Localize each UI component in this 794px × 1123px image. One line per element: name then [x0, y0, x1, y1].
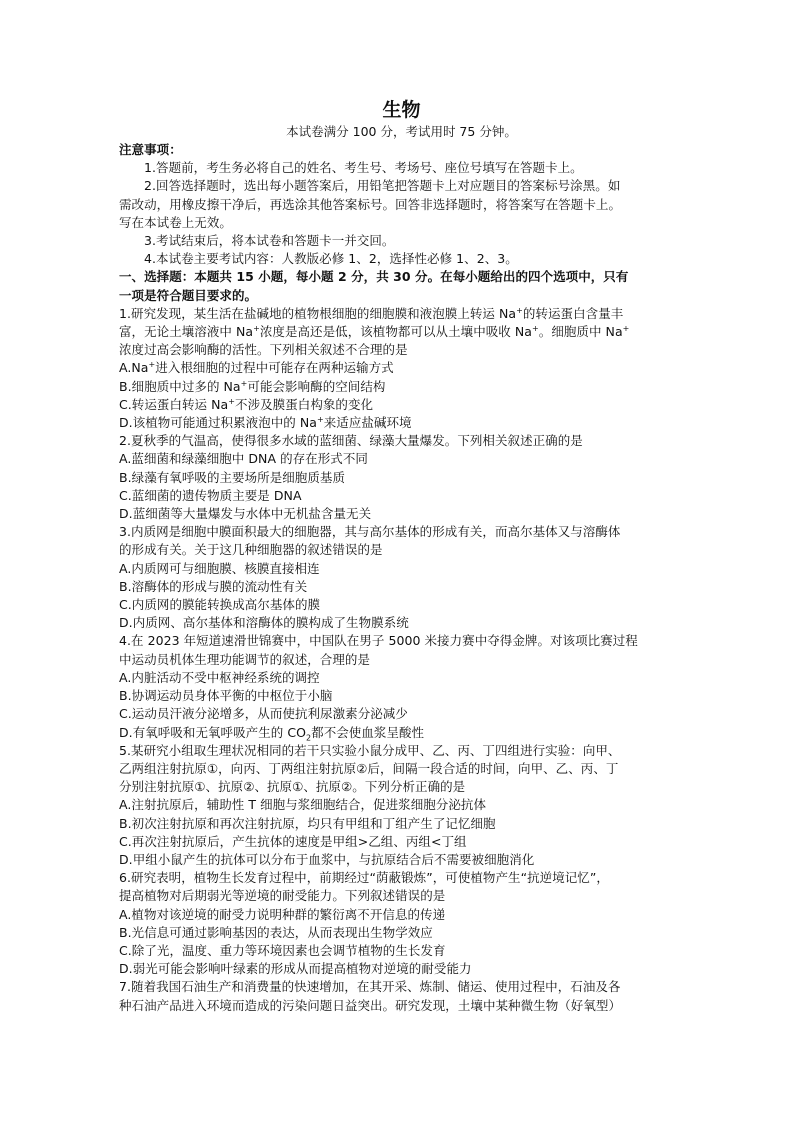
option-b: B.溶酶体的形成与膜的流动性有关: [119, 578, 308, 594]
question-4-stem: 中运动员机体生理功能调节的叙述，合理的是: [119, 651, 371, 667]
option-c: C.转运蛋白转运 Na+不涉及膜蛋白构象的变化: [119, 396, 374, 412]
question-3-stem: 3.内质网是细胞中膜面积最大的细胞器，其与高尔基体的形成有关，而高尔基体又与溶酶体: [119, 524, 621, 540]
option-d: D.有氧呼吸和无氧呼吸产生的 $CO_2$都不会使血浆呈酸性: [119, 724, 425, 742]
option-d: D.甲组小鼠产生的抗体可以分布于血浆中，与抗原结合后不需要被细胞消化: [119, 851, 535, 867]
question-2-stem: 2.夏秋季的气温高，使得很多水域的蓝细菌、绿藻大量爆发。下列相关叙述正确的是: [119, 433, 583, 449]
notice-item: 3.考试结束后，将本试卷和答题卡一并交回。: [144, 233, 395, 249]
question-3-stem: 的形成有关。关于这几种细胞器的叙述错误的是: [119, 542, 383, 558]
option-b: B.绿藻有氧呼吸的主要场所是细胞质基质: [119, 469, 345, 485]
notice-item: 需改动，用橡皮擦干净后，再选涂其他答案标号。回答非选择题时，将答案写在答题卡上。: [119, 196, 622, 212]
notice-item: 1.答题前，考生务必将自己的姓名、考生号、考场号、座位号填写在答题卡上。: [144, 160, 583, 176]
question-7-stem: 种石油产品进入环境而造成的污染问题日益突出。研究发现，土壤中某种微生物（好氧型）: [119, 997, 622, 1013]
option-a: A.内质网可与细胞膜、核膜直接相连: [119, 560, 320, 576]
question-5-stem: 乙两组注射抗原①，向丙、丁两组注射抗原②后，间隔一段合适的时间，向甲、乙、丙、丁: [119, 760, 619, 776]
option-d: D.内质网、高尔基体和溶酶体的膜构成了生物膜系统: [119, 615, 409, 631]
option-a: A.植物对该逆境的耐受力说明种群的繁衍离不开信息的传递: [119, 906, 446, 922]
option-b: B.细胞质中过多的 Na+可能会影响酶的空间结构: [119, 378, 386, 394]
question-6-stem: 6.研究表明，植物生长发育过程中，前期经过“荫蔽锻炼”，可使植物产生“抗逆境记忆”，: [119, 870, 609, 886]
exam-page: [119, 98, 684, 1015]
section-heading: 一项是符合题目要求的。: [119, 287, 258, 303]
option-c: C.再次注射抗原后，产生抗体的速度是甲组>乙组、丙组<丁组: [119, 833, 467, 849]
option-d: D.弱光可能会影响叶绿素的形成从而提高植物对逆境的耐受能力: [119, 961, 472, 977]
option-a: A.蓝细菌和绿藻细胞中 DNA 的存在形式不同: [119, 451, 368, 467]
question-1-stem: 1.研究发现，某生活在盐碱地的植物根细胞的细胞膜和液泡膜上转运 Na+的转运蛋白含量丰: [119, 305, 624, 321]
option-a: A.Na+进入根细胞的过程中可能存在两种运输方式: [119, 360, 394, 376]
option-a: A.注射抗原后，辅助性 T 细胞与浆细胞结合，促进浆细胞分泌抗体: [119, 797, 486, 813]
notice-item: 4.本试卷主要考试内容：人教版必修 1、2，选择性必修 1、2、3。: [144, 251, 518, 267]
question-1-stem: 富，无论土壤溶液中 Na+浓度是高还是低，该植物都可以从土壤中吸收 Na+。细胞质中 Na+: [119, 323, 630, 340]
option-a: A.内脏活动不受中枢神经系统的调控: [119, 669, 320, 685]
notice-heading: 注意事项：: [119, 142, 182, 157]
option-b: B.光信息可通过影响基因的表达，从而表现出生物学效应: [119, 924, 433, 940]
page-title: 生物: [382, 99, 421, 121]
question-6-stem: 提高植物对后期弱光等逆境的耐受能力。下列叙述错误的是: [119, 888, 446, 904]
notice-item: 写在本试卷上无效。: [119, 214, 232, 230]
option-c: C.蓝细菌的遗传物质主要是 DNA: [119, 487, 302, 503]
exam-info: 本试卷满分 100 分，考试用时 75 分钟。: [286, 124, 517, 139]
question-1-stem: 浓度过高会影响酶的活性。下列相关叙述不合理的是: [119, 342, 408, 358]
option-d: D.蓝细菌等大量爆发与水体中无机盐含量无关: [119, 506, 372, 522]
option-b: B.协调运动员身体平衡的中枢位于小脑: [119, 688, 333, 704]
section-heading: 一、选择题：本题共 15 小题，每小题 2 分，共 30 分。在每小题给出的四个选项中，只有: [119, 269, 629, 285]
question-7-stem: 7.随着我国石油生产和消费量的快速增加，在其开采、炼制、储运、使用过程中，石油及各: [119, 979, 621, 995]
question-4-stem: 4.在 2023 年短道速滑世锦赛中，中国队在男子 5000 米接力赛中夺得金牌。对该项比赛过程: [119, 633, 638, 649]
option-c: C.除了光，温度、重力等环境因素也会调节植物的生长发育: [119, 942, 446, 958]
option-c: C.运动员汗液分泌增多，从而使抗利尿激素分泌减少: [119, 706, 408, 722]
option-b: B.初次注射抗原和再次注射抗原，均只有甲组和丁组产生了记忆细胞: [119, 815, 496, 831]
option-d: D.该植物可能通过积累液泡中的 Na+来适应盐碱环境: [119, 414, 412, 431]
option-c: C.内质网的膜能转换成高尔基体的膜: [119, 597, 321, 613]
notice-item: 2.回答选择题时，选出每小题答案后，用铅笔把答题卡上对应题目的答案标号涂黑。如: [144, 178, 621, 194]
question-5-stem: 5.某研究小组取生理状况相同的若干只实验小鼠分成甲、乙、丙、丁四组进行实验：向甲、: [119, 742, 621, 758]
question-5-stem: 分别注射抗原①、抗原②、抗原①、抗原②。下列分析正确的是: [119, 779, 466, 795]
